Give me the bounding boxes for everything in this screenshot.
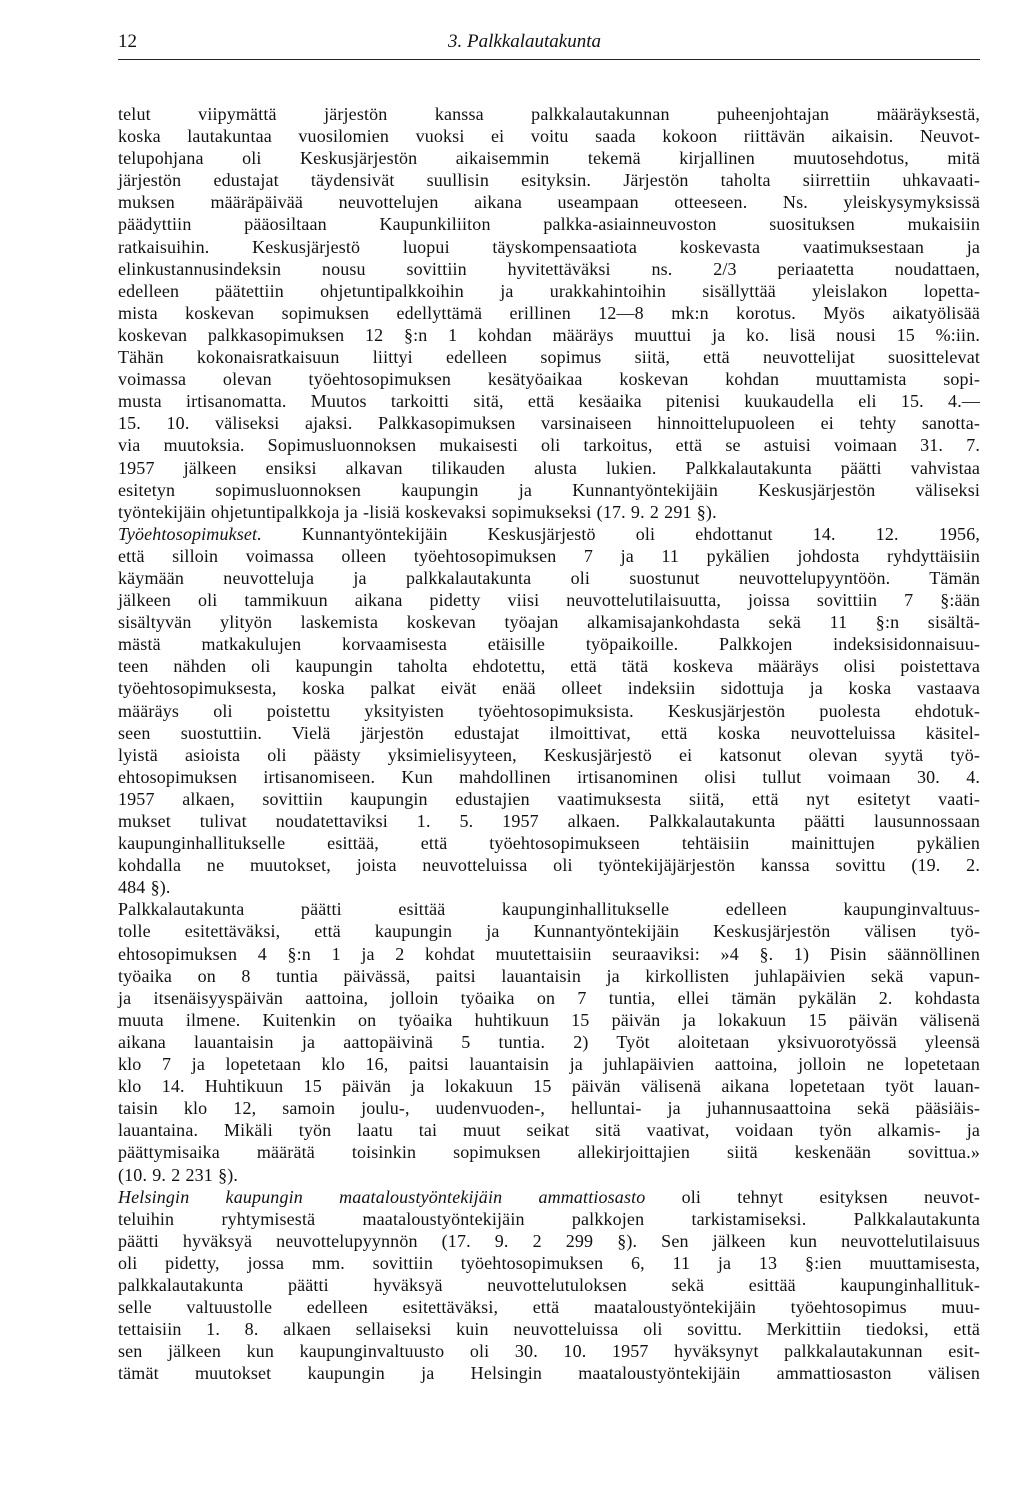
text-line	[118, 1141, 980, 1163]
text-line	[118, 236, 980, 258]
italic-text: Työehtosopimukset.	[118, 523, 262, 544]
text-segment: telut viipymättä järjestön kanssa palkkalautakunnan puheenjohtajan määräyksestä,	[118, 104, 980, 124]
text-segment: 1957 alkaen, sovittiin kaupungin edustajien vaatimuksesta siitä, että nyt esitetyt vaati-	[118, 788, 980, 809]
text-line	[118, 788, 980, 810]
text-line	[118, 302, 980, 324]
text-segment: aikana lauantaisin ja aattopäivinä 5 tuntia. 2) Työt aloitetaan yksivuorotyössä yleensä	[118, 1031, 980, 1052]
text-segment: päädyttiin pääosiltaan Kaupunkiliiton palkka-asiainneuvoston suosituksen mukaisiin	[118, 214, 980, 235]
text-segment: oli pidetty, jossa mm. sovittiin työehtosopimuksen 6, 11 ja 13 §:ien muuttamisesta,	[118, 1252, 980, 1273]
text-segment: muksen määräpäivää neuvottelujen aikana useampaan otteeseen. Ns. yleiskysymyksissä	[118, 192, 980, 213]
text-line	[118, 655, 980, 677]
text-segment: esitetyn sopimusluonnoksen kaupungin ja Kunnantyöntekijäin Keskusjärjestön väliseksi	[118, 479, 980, 500]
text-line	[118, 854, 980, 876]
text-segment: oli tehnyt esityksen neuvot-	[645, 1186, 980, 1207]
text-segment: Tähän kokonaisratkaisuun liittyi edelleen sopimus siitä, että neuvottelijat suosittelevat	[118, 347, 980, 368]
text-line	[118, 390, 980, 412]
text-segment: sen jälkeen kun kaupunginvaltuusto oli 30. 10. 1957 hyväksynyt palkkalautakunnan esit-	[118, 1341, 980, 1362]
text-segment: telupohjana oli Keskusjärjestön aikaisemmin tekemä kirjallinen muutosehdotus, mitä	[118, 148, 980, 169]
text-segment: koska lautakuntaa vuosilomien vuoksi ei voitu saada kokoon riittävän aikaisin. Neuvot-	[118, 126, 980, 147]
text-line	[118, 1208, 980, 1230]
text-segment: jälkeen oli tammikuun aikana pidetty viisi neuvottelutilaisuutta, joissa sovittiin 7 §:ään	[118, 590, 980, 611]
text-line	[118, 280, 980, 302]
text-line	[118, 169, 980, 191]
text-line	[118, 479, 980, 501]
text-segment: tolle esitettäväksi, että kaupungin ja Kunnantyöntekijäin Keskusjärjestön välisen työ-	[118, 921, 980, 942]
text-line	[118, 832, 980, 854]
text-line	[118, 147, 980, 169]
text-line	[118, 213, 980, 235]
text-line	[118, 1362, 980, 1384]
text-segment: kohdalla ne muutokset, joista neuvotteluissa oli työntekijäjärjestön kanssa sovittu (19. 2.	[118, 855, 980, 876]
text-segment: klo 7 ja lopetetaan klo 16, paitsi lauantaisin ja juhlapäivien aattoina, jolloin ne lopetetaan	[118, 1054, 980, 1075]
text-segment: lyistä asioista oli päästy yksimielisyyteen, Keskusjärjestö ei katsonut olevan syytä työ-	[118, 744, 980, 765]
text-line	[118, 103, 980, 125]
text-line	[118, 1230, 980, 1252]
text-line	[118, 744, 980, 766]
header-rule	[118, 59, 980, 60]
text-line	[118, 965, 980, 987]
text-line	[118, 677, 980, 699]
text-line	[118, 1031, 980, 1053]
text-segment: tämät muutokset kaupungin ja Helsingin maataloustyöntekijäin ammattiosaston välisen	[118, 1363, 980, 1384]
text-segment: lauantaina. Mikäli työn laatu tai muut seikat sitä vaativat, voidaan työn alkamis- ja	[118, 1120, 980, 1141]
text-segment: seen suostuttiin. Vielä järjestön edustajat ilmoittivat, että koska neuvotteluissa käsitel-	[118, 722, 980, 743]
text-line	[118, 368, 980, 390]
text-line	[118, 1164, 980, 1186]
text-segment: mista koskevan sopimuksen edellyttämä erillinen 12—8 mk:n korotus. Myös aikatyölisää	[118, 302, 980, 323]
text-line	[118, 346, 980, 368]
text-line	[118, 434, 980, 456]
italic-text: Helsingin kaupungin maataloustyöntekijäin ammattiosasto	[118, 1186, 646, 1207]
text-segment: klo 14. Huhtikuun 15 päivän ja lokakuun 15 päivän välisenä aikana lopetetaan työt lauan-	[118, 1076, 980, 1097]
text-segment: teluihin ryhtymisestä maataloustyöntekijäin palkkojen tarkistamiseksi. Palkkalautakunta	[118, 1208, 980, 1229]
text-line	[118, 1252, 980, 1274]
text-segment: teen nähden oli kaupungin taholta ehdotettu, että tätä koskeva määräys olisi poistettava	[118, 656, 980, 677]
text-line	[118, 876, 980, 898]
text-segment: ehtosopimuksen 4 §:n 1 ja 2 kohdat muutettaisiin seuraaviksi: »4 §. 1) Pisin säännöllinen	[118, 943, 980, 964]
text-line	[118, 457, 980, 479]
text-segment: via muutoksia. Sopimusluonnoksen mukaisesti oli tarkoitus, että se astuisi voimaan 31. 7.	[118, 435, 980, 456]
text-segment: ehtosopimuksen irtisanomiseen. Kun mahdollinen irtisanominen olisi tullut voimaan 30. 4.	[118, 766, 980, 787]
text-segment: (10. 9. 2 231 §).	[118, 1164, 239, 1185]
text-line	[118, 1318, 980, 1340]
text-segment: muuta ilmene. Kuitenkin on työaika huhtikuun 15 päivän ja lokakuun 15 päivän välisenä	[118, 1009, 980, 1030]
text-line	[118, 545, 980, 567]
text-segment: käymään neuvotteluja ja palkkalautakunta oli suostunut neuvottelupyyntöön. Tämän	[118, 567, 980, 588]
text-line	[118, 722, 980, 744]
text-line	[118, 1053, 980, 1075]
text-line	[118, 523, 980, 545]
text-line	[118, 1274, 980, 1296]
text-segment: edelleen päätettiin ohjetuntipalkkoihin ja urakkahintoihin sisällyttää yleislakon lopetta-	[118, 280, 980, 301]
text-line	[118, 589, 980, 611]
text-line	[118, 700, 980, 722]
text-line	[118, 633, 980, 655]
text-segment: tettaisiin 1. 8. alkaen sellaiseksi kuin neuvotteluissa oli sovittu. Merkittiin tiedoksi, että	[118, 1319, 980, 1340]
text-line	[118, 501, 980, 523]
text-segment: 1957 jälkeen ensiksi alkavan tilikauden alusta lukien. Palkkalautakunta päätti vahvistaa	[118, 457, 980, 478]
document-page	[118, 30, 980, 1384]
text-line	[118, 125, 980, 147]
body-text	[118, 103, 980, 1384]
text-segment: voimassa olevan työehtosopimuksen kesätyöaikaa koskevan kohdan muuttamista sopi-	[118, 369, 980, 390]
text-line	[118, 1009, 980, 1031]
text-segment: musta irtisanomatta. Muutos tarkoitti sitä, että kesäaika pitenisi kuukaudella eli 15. 4.—	[118, 391, 980, 412]
page-number: 12	[118, 31, 137, 52]
text-segment: palkkalautakunta päätti hyväksyä neuvottelutuloksen sekä esittää kaupunginhallituk-	[118, 1274, 980, 1295]
text-line	[118, 324, 980, 346]
text-segment: ja itsenäisyyspäivän aattoina, jolloin työaika on 7 tuntia, ellei tämän pykälän 2. kohdasta	[118, 987, 980, 1008]
text-segment: elinkustannusindeksin nousu sovittiin hyvitettäväksi ns. 2/3 periaatetta noudattaen,	[118, 258, 980, 279]
text-line	[118, 1119, 980, 1141]
text-line	[118, 943, 980, 965]
text-segment: Kunnantyöntekijäin Keskusjärjestö oli ehdottanut 14. 12. 1956,	[261, 523, 980, 544]
text-line	[118, 567, 980, 589]
text-line	[118, 191, 980, 213]
page-header	[118, 30, 980, 54]
text-line	[118, 412, 980, 434]
running-title: 3. Palkkalautakunta	[448, 31, 602, 52]
text-segment: mukset tulivat noudatettaviksi 1. 5. 1957 alkaen. Palkkalautakunta päätti lausunnossaan	[118, 811, 980, 831]
text-segment: työaika on 8 tuntia päivässä, paitsi lauantaisin ja kirkollisten juhlapäivien sekä vapun-	[118, 965, 980, 986]
text-segment: päättymisaika määrätä toisinkin sopimuksen allekirjoittajien siitä keskenään sovittua.»	[118, 1142, 980, 1163]
text-segment: että silloin voimassa olleen työehtosopimuksen 7 ja 11 pykälien johdosta ryhdyttäisiin	[118, 545, 980, 566]
text-segment: työehtosopimuksesta, koska palkat eivät enää olleet indeksiin sidottuja ja koska vastaava	[118, 678, 980, 699]
text-segment: mästä matkakulujen korvaamisesta etäisille työpaikoille. Palkkojen indeksisidonnaisuu-	[118, 634, 980, 655]
text-line	[118, 258, 980, 280]
text-line	[118, 810, 980, 832]
text-segment: Palkkalautakunta päätti esittää kaupunginhallitukselle edelleen kaupunginvaltuus-	[118, 899, 980, 920]
text-segment: määräys oli poistettu yksityisten työehtosopimuksista. Keskusjärjestön puolesta ehdotuk-	[118, 700, 980, 721]
text-segment: ratkaisuihin. Keskusjärjestö luopui täyskompensaatiota koskevasta vaatimuksestaan ja	[118, 236, 980, 257]
text-segment: järjestön edustajat täydensivät suullisin esityksin. Järjestön taholta siirrettiin uhkavaati-	[118, 170, 980, 191]
text-line	[118, 898, 980, 920]
text-segment: taisin klo 12, samoin joulu-, uudenvuoden-, helluntai- ja juhannusaattoina sekä pääsiäis-	[118, 1098, 980, 1119]
text-line	[118, 1340, 980, 1362]
text-segment: päätti hyväksyä neuvottelupyynnön (17. 9. 2 299 §). Sen jälkeen kun neuvottelutilaisuus	[118, 1230, 980, 1251]
text-line	[118, 1296, 980, 1318]
text-line	[118, 987, 980, 1009]
text-segment: kaupunginhallitukselle esittää, että työehtosopimukseen tehtäisiin mainittujen pykälien	[118, 833, 980, 854]
text-line	[118, 1186, 980, 1208]
text-segment: selle valtuustolle edelleen esitettäväksi, että maataloustyöntekijäin työehtosopimus muu-	[118, 1297, 980, 1318]
text-line	[118, 1075, 980, 1097]
text-segment: 484 §).	[118, 877, 171, 898]
text-segment: työntekijäin ohjetuntipalkkoja ja -lisiä koskevaksi sopimukseksi (17. 9. 2 291 §).	[118, 501, 717, 522]
text-line	[118, 1097, 980, 1119]
text-segment: 15. 10. väliseksi ajaksi. Palkkasopimuksen varsinaiseen hinnoittelupuoleen ei tehty sanotta-	[118, 413, 980, 434]
text-line	[118, 920, 980, 942]
text-line	[118, 766, 980, 788]
text-line	[118, 611, 980, 633]
text-segment: sisältyvän ylityön laskemista koskevan työajan alkamisajankohdasta sekä 11 §:n sisältä-	[118, 612, 980, 633]
text-segment: koskevan palkkasopimuksen 12 §:n 1 kohdan määräys muuttui ja ko. lisä nousi 15 %:iin.	[118, 324, 980, 345]
